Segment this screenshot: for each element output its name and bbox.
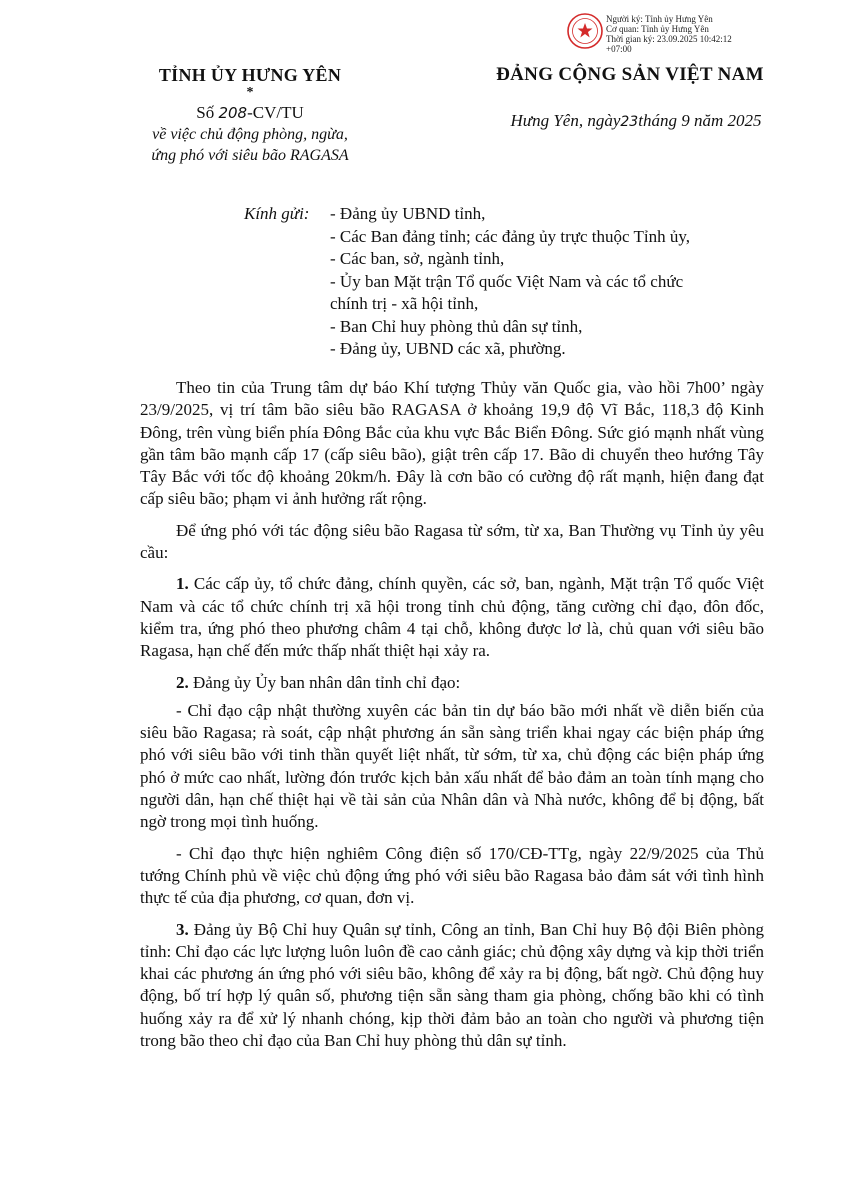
day-handwritten: 23 [620, 114, 639, 130]
party-name: ĐẢNG CỘNG SẢN VIỆT NAM [496, 64, 764, 85]
item-text: Đảng ủy Ủy ban nhân dân tỉnh chỉ đạo: [188, 672, 461, 692]
paragraph-item-2 [140, 672, 764, 694]
recipient-item: - Các Ban đảng tỉnh; các đảng ủy trực thuộc Tỉnh ủy, [330, 226, 690, 246]
signature-agency: Cơ quan: Tỉnh ủy Hưng Yên [606, 24, 709, 34]
place-label: Hưng Yên, ngày [510, 111, 621, 130]
recipient-item: chính trị - xã hội tỉnh, [330, 294, 479, 313]
signature-signer: Người ký: Tỉnh ủy Hưng Yên [606, 14, 713, 24]
paragraph-item-1 [140, 573, 764, 662]
red-seal-icon [566, 12, 604, 50]
signature-timezone: +07:00 [606, 44, 632, 54]
signature-details [606, 14, 732, 54]
doc-number-prefix: Số [196, 103, 219, 122]
item-number: 2. [176, 672, 189, 692]
document-body [140, 377, 764, 1058]
party-header [430, 64, 830, 86]
recipient-item: - Đảng ủy, UBND các xã, phường. [330, 339, 566, 358]
digital-signature-block [566, 12, 846, 58]
recipient-item: - Đảng ủy UBND tỉnh, [330, 204, 486, 223]
signature-time: Thời gian ký: 23.09.2025 10:42:12 [606, 34, 732, 44]
paragraph-item-3 [140, 919, 764, 1053]
paragraph-item-2-b: - Chỉ đạo thực hiện nghiêm Công điện số 170/CĐ-TTg, ngày 22/9/2025 của Thủ tướng Chính phủ về việc chủ động ứng phó với siêu bão Ragasa bảo đảm sát với tình hình thực tế của địa phương, cơ quan, đơn vị. [140, 843, 764, 908]
item-number: 1. [176, 574, 189, 594]
item-text: Đảng ủy Bộ Chỉ huy Quân sự tỉnh, Công an tỉnh, Ban Chỉ huy Bộ đội Biên phòng tỉnh: Chỉ đạo các lực lượng luôn luôn đề cao cảnh giác; chủ động xây dựng và kịp thời triển khai các phương án ứng phó với siêu bão, không để xảy ra bị động, bất ngờ. Chủ động huy động, bố trí hợp lý quân số, phương tiện sẵn sàng tham gia phòng, chống bão khi có tình huống xảy ra để xử lý nhanh chóng, kịp thời đảm bảo an toàn cho người và phương tiện trong bão theo chỉ đạo của Ban Chỉ huy phòng thủ dân sự tỉnh. [140, 919, 764, 1051]
doc-number-handwritten: 208 [218, 104, 248, 122]
item-text: Các cấp ủy, tổ chức đảng, chính quyền, các sở, ban, ngành, Mặt trận Tổ quốc Việt Nam và các tổ chức chính trị xã hội trong tỉnh chủ động, tăng cường chỉ đạo, đôn đốc, kiểm tra, ứng phó theo phương châm 4 tại chỗ, không được lơ là, chủ quan với siêu bão Ragasa, hạn chế đến mức thấp nhất thiệt hại xảy ra. [140, 574, 764, 661]
recipients-list [330, 203, 770, 361]
document-number [120, 102, 380, 124]
recipient-item: - Ủy ban Mặt trận Tổ quốc Việt Nam và các tổ chức [330, 271, 684, 291]
issuer-header [120, 64, 380, 166]
paragraph-forecast: Theo tin của Trung tâm dự báo Khí tượng Thủy văn Quốc gia, vào hồi 7h00’ ngày 23/9/2025, vị trí tâm bão siêu bão RAGASA ở khoảng 19,9 độ Vĩ Bắc, 118,3 độ Kinh Đông, trên vùng biển phía Đông Bắc của khu vực Bắc Biển Đông. Sức gió mạnh nhất vùng gần tâm bão mạnh cấp 17 (cấp siêu bão), giật trên cấp 17. Bão di chuyển theo hướng Tây Tây Bắc với tốc độ khoảng 20km/h. Đây là cơn bão có cường độ rất mạnh, hiện đang đạt cấp siêu bão; phạm vi ảnh hưởng rất rộng. [140, 378, 764, 509]
recipients-label: Kính gửi: [244, 204, 310, 223]
header-star: * [246, 85, 254, 100]
doc-number-suffix: -CV/TU [247, 103, 304, 122]
place-date [436, 110, 836, 133]
recipient-item: - Các ban, sở, ngành tỉnh, [330, 249, 505, 268]
month-year: tháng 9 năm 2025 [638, 111, 762, 130]
subject-line-1: về việc chủ động phòng, ngừa, [152, 126, 348, 143]
subject-line-2: ứng phó với siêu bão RAGASA [151, 147, 349, 164]
paragraph-intro-request: Để ứng phó với tác động siêu bão Ragasa từ sớm, từ xa, Ban Thường vụ Tỉnh ủy yêu cầu: [140, 520, 764, 563]
issuer-name: TỈNH ỦY HƯNG YÊN [158, 65, 342, 85]
item-number: 3. [176, 919, 189, 939]
recipient-item: - Ban Chỉ huy phòng thủ dân sự tỉnh, [330, 316, 583, 336]
paragraph-item-2-a: - Chỉ đạo cập nhật thường xuyên các bản tin dự báo bão mới nhất về diễn biến của siêu bão Ragasa; rà soát, cập nhật phương án sẵn sàng triển khai ngay các biện pháp ứng phó với siêu bão với tinh thần quyết liệt nhất, từ sớm, từ xa, chủ động các biện pháp ứng phó ở mức cao nhất, lường đón trước kịch bản xấu nhất để bảo đảm an toàn tính mạng cho người dân, hạn chế thiệt hại về tài sản của Nhân dân và Nhà nước, không để bị động, bất ngờ trong mọi tình huống. [140, 700, 764, 832]
